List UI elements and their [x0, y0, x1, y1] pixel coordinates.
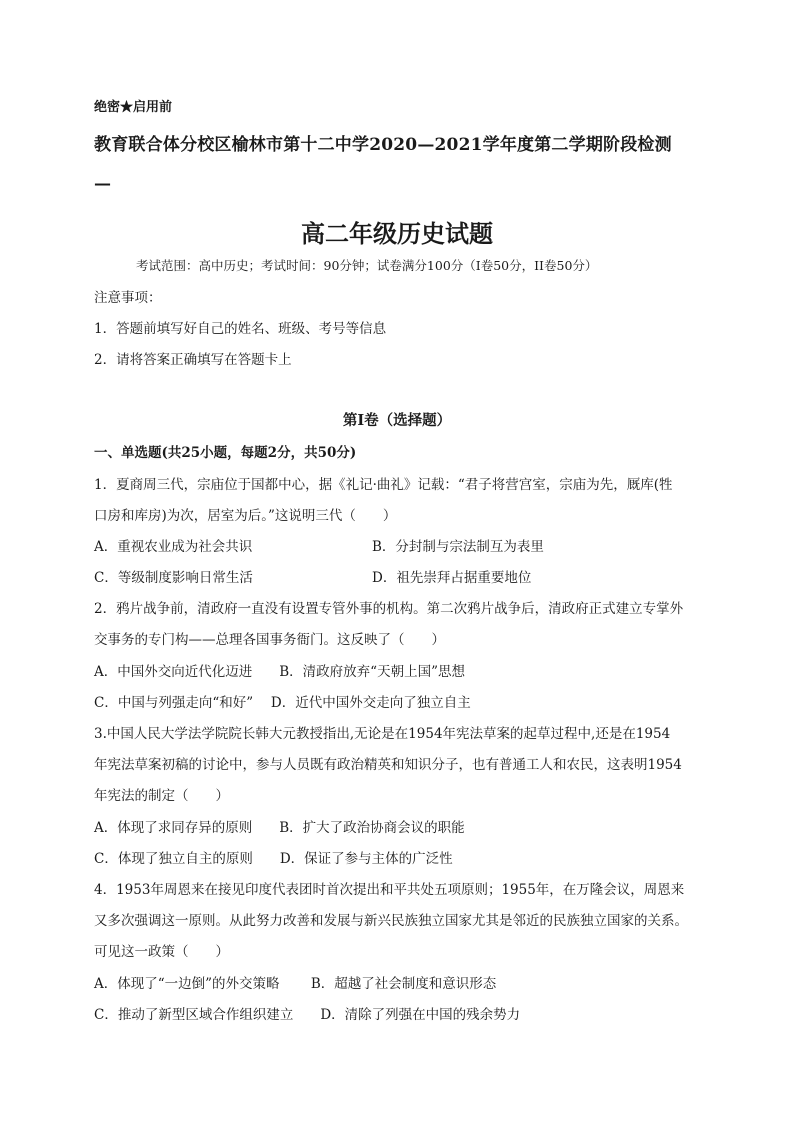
notice-heading: 注意事项： — [94, 290, 162, 306]
title-dash: — — [94, 174, 111, 194]
question-4-options-cd: C．推动了新型区域合作组织建立 D．清除了列强在中国的残余势力 — [94, 1007, 521, 1023]
notice-item-1: 1．答题前填写好自己的姓名、班级、考号等信息 — [94, 321, 387, 337]
question-1-option-b: B．分封制与宗法制互为表里 — [372, 539, 544, 555]
question-4-stem-line-3: 可见这一政策（ ） — [94, 944, 229, 960]
question-3-stem-line-2: 年宪法草案初稿的讨论中，参与人员既有政治精英和知识分子，也有普通工人和农民，这表明1954 — [94, 757, 682, 773]
question-3-options-cd: C．体现了独立自主的原则 D．保证了参与主体的广泛性 — [94, 851, 453, 867]
school-exam-title: 教育联合体分校区榆林市第十二中学2020—2021学年度第二学期阶段检测 — [94, 135, 672, 155]
question-2-stem-line-2: 交事务的专门构——总理各国事务衙门。这反映了（ ） — [94, 632, 445, 648]
exam-range-info: 考试范围：高中历史；考试时间：90分钟；试卷满分100分（I卷50分，II卷50分） — [136, 258, 598, 273]
question-1-stem-line-1: 1．夏商周三代，宗庙位于国都中心，据《礼记·曲礼》记载：“君子将营宫室，宗庙为先，厩库(牲 — [94, 477, 673, 493]
question-1-stem-line-2: 口房和库房)为次，居室为后。”这说明三代（ ） — [94, 508, 397, 524]
question-4-stem-line-2: 又多次强调这一原则。从此努力改善和发展与新兴民族独立国家尤其是邻近的民族独立国家的关系。 — [94, 913, 688, 929]
section-title: 第I卷（选择题） — [342, 412, 452, 429]
question-3-stem-line-1: 3.中国人民大学法学院院长韩大元教授指出,无论是在1954年宪法草案的起草过程中,还是在1954 — [94, 726, 671, 742]
question-2-options-cd: C．中国与列强走向“和好” D．近代中国外交走向了独立自主 — [94, 695, 471, 711]
question-3-stem-line-3: 年宪法的制定（ ） — [94, 788, 229, 804]
question-3-options-ab: A．体现了求同存异的原则 B．扩大了政治协商会议的职能 — [94, 820, 465, 836]
question-1-option-c: C．等级制度影响日常生活 — [94, 570, 253, 586]
question-2-stem-line-1: 2．鸦片战争前，清政府一直没有设置专管外事的机构。第二次鸦片战争后，清政府正式建立专掌外 — [94, 601, 684, 617]
question-1-option-a: A．重视农业成为社会共识 — [94, 539, 253, 555]
page-title: 高二年级历史试题 — [301, 219, 493, 248]
confidential-label: 绝密★启用前 — [94, 100, 173, 115]
question-1-option-d: D．祖先崇拜占据重要地位 — [372, 570, 532, 586]
question-2-options-ab: A．中国外交向近代化迈进 B．清政府放弃“天朝上国”思想 — [94, 664, 465, 680]
section-subtitle: 一、单选题(共25小题，每题2分，共50分) — [94, 445, 357, 461]
question-4-options-ab: A．体现了“一边倒”的外交策略 B．超越了社会制度和意识形态 — [94, 976, 497, 992]
question-4-stem-line-1: 4．1953年周恩来在接见印度代表团时首次提出和平共处五项原则；1955年，在万隆会议，周恩来 — [94, 882, 685, 898]
notice-item-2: 2．请将答案正确填写在答题卡上 — [94, 352, 292, 368]
